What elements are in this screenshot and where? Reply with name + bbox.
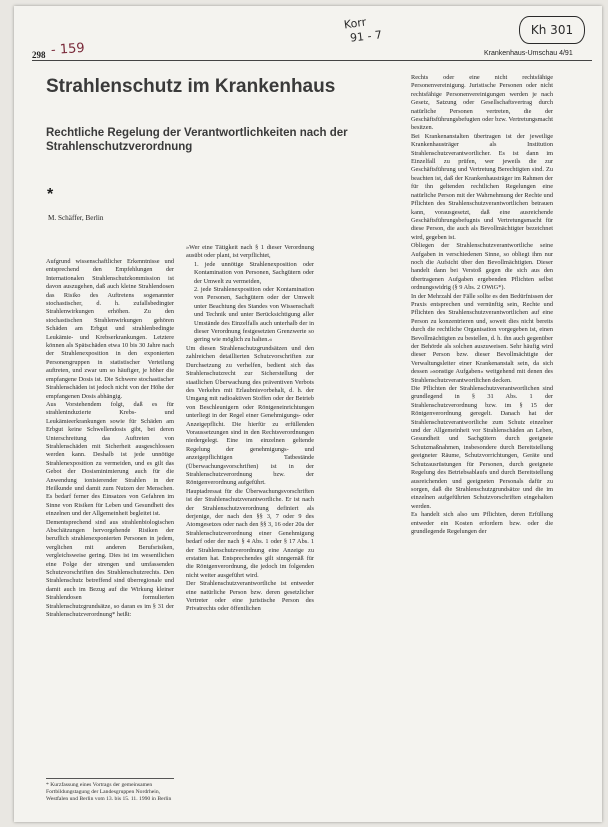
asterisk-mark: *	[47, 186, 54, 203]
handwritten-tag-line2: 91 - 7	[349, 28, 383, 45]
paragraph: Hauptadressat für die Überwachungsvorschriften ist der Strahlenschutzverantwortliche. Er ist nach der Strahlenschutzverordnung definiert als derjenige, der nach den §§ 3, 7 oder 9 des Atomgesetzes oder nach den §§ 3, 16 oder 20a der Strahlenschutzverordnung einer Genehmigung bedarf oder der nach § 4 Abs. 1 oder § 17 Abs. 1 der Strahlenschutzverordnung eine Anzeige zu erstatten hat. Entsprechendes gilt sinngemäß für die Röntgenverordnung, die jedoch im folgenden nicht weiter ausgeführt wird.	[186, 487, 314, 579]
paragraph: Bei Krankenanstalten übertragen ist der jeweilige Krankenhausträger als Institution Strahlenschutzverantwortlicher. Es ist dann im Einzelfall zu prüfen, wer jeweils die zur Geschäftsführung und Vertretung Berechtigten sind. Zu beachten ist, daß der Krankenhausträger im Rahmen der für ihn geltenden rechtlichen Regelungen eine natürliche Person mit der Wahrnehmung der Rechte und Pflichten des Strahlenschutzverantwortlichen betrauen kann, vorausgesetzt, daß eine ausreichende Geschäftsführungsbefugnis und Vertretungsmacht für diese Person, die auch als Bevollmächtigter bezeichnet wird, gegeben ist.	[411, 132, 553, 241]
paragraph: Es handelt sich also um Pflichten, deren Erfüllung entweder ein Kosten erfordern bzw. oder die grundlegende Regelungen der	[411, 511, 553, 535]
paragraph: Um diesen Strahlenschutzgrundsätzen und den zahlreichen detaillierten Schutzvorschriften zur Durchsetzung zu verhelfen, bedient sich das Strahlenschutzrecht zur Sicherstellung der staatlichen Überwachung des präventiven Verbots des Verkehrs mit Erlaubnisvorbehalt, d. h. der Umgang mit radioaktiven Stoffen oder der Betrieb von Beschleunigern oder Röntgeneinrichtungen unterliegt in der Regel einer Genehmigungs- oder Anzeigepflicht. Die hierfür zu erfüllenden Voraussetzungen sind in den Rechtsverordnungen niedergelegt. Eine im einzelnen geltende Regelung der genehmigungs- und anzeigepflichtigen Tatbestände (Überwachungsvorschriften) ist in der Strahlenschutzverordnung bzw. der Röntgenverordnung aufgeführt.	[186, 344, 314, 487]
page-number: 298	[32, 50, 46, 60]
handwritten-note: - 159	[50, 40, 86, 59]
paragraph: Aus Vorstehendem folgt, daß es für strahleninduzierte Krebs- und Leukämieerkrankungen sowie für Schäden am Erbgut keine Schwellendosis gibt, bei deren Unterschreitung das Auftreten von Strahlenschäden mit Sicherheit ausgeschlossen werden kann. Deshalb ist jede unnötige Strahlenexposition zu vermeiden, und es gilt das Gebot der Dosisminimierung auch für die Anwendung ionisierender Strahlen in der Heilkunde und damit zum Nutzen der Menschen. Es bedarf ferner des Einsatzes von Gefahren im Sinne von Risiken für Leben und Gesundheit des einzelnen und der Allgemeinheit begleitet ist.	[46, 400, 174, 518]
stamp-text: Kh 301	[530, 23, 574, 37]
text-column-right	[411, 74, 553, 536]
paragraph: Die Pflichten der Strahlenschutzverantwortlichen sind grundlegend in § 31 Abs. 1 der Strahlenschutzverordnung bzw. im § 15 der Röntgenverordnung geregelt. Danach hat der Strahlenschutzverantwortliche zum Schutz einzelner und der Allgemeinheit vor Strahlenschäden an Leben, Gesundheit und Sachgütern durch geeignete Schutzmaßnahmen, insbesondere durch Bereitstellung geeigneter Räume, Schutzvorrichtungen, Geräte und Schutzausrüstungen für Personen, durch geeignete Regelung des Betriebsablaufs und durch Bereitstellung ausreichenden und geeigneten Personals dafür zu sorgen, daß die Strahlenschutzgrundsätze und die im einzelnen aufgeführten Schutzvorschriften eingehalten werden.	[411, 385, 553, 510]
header-rule	[32, 60, 592, 61]
author-line: M. Schäffer, Berlin	[48, 214, 104, 222]
quote-intro: »Wer eine Tätigkeit nach § 1 dieser Verordnung ausübt oder plant, ist verpflichtet,	[186, 244, 314, 260]
list-item: 1. jede unnötige Strahlenexposition oder Kontamination von Personen, Sachgütern oder der Umwelt zu vermeiden,	[194, 260, 314, 285]
paragraph: Rechts oder eine nicht rechtsfähige Personenvereinigung. Juristische Personen oder nicht rechtsfähige Personenvereinigungen werden je nach Gesetz, Satzung oder Gesellschaftsvertrag durch natürliche Personen vertreten, die der Geschäftsführungsbefugten oder bzw. Vertretungsmacht besitzen.	[411, 74, 553, 132]
paragraph: Der Strahlenschutzverantwortliche ist entweder eine natürliche Person bzw. deren gesetzlicher Vertreter oder eine juristische Person des Privatrechts oder öffentlichen	[186, 580, 314, 613]
paragraph: In der Mehrzahl der Fälle sollte es den Bedürfnissen der Praxis entsprechen und vernünftig sein, Rechte und Pflichten des Strahlenschutzverantwortlichen auf eine Person zu konzentrieren und, soweit dies nicht bereits durch die rechtliche Organisation vorgegeben ist, einen Bevollmächtigten zu bestellen, d. h. ihn auch gegenüber der Behörde als solchen auszuweisen. Sehr häufig wird dieser Person bzw. dieser Bevollmächtigte der Verwaltungsleiter einer Krankenanstalt sein, da sich dessen »sonstige Aufgaben« weitgehend mit denen des Strahlenschutzverantwortlichen decken.	[411, 292, 553, 384]
list-item: 2. jede Strahlenexposition oder Kontamination von Personen, Sachgütern oder der Umwelt unter Beachtung des Standes von Wissenschaft und Technik und unter Berücksichtigung aller Umstände des Einzelfalls auch unterhalb der in dieser Verordnung festgesetzten Grenzwerte so gering wie möglich zu halten.«	[194, 286, 314, 344]
paragraph: Obliegen der Strahlenschutzverantwortliche seine Aufgaben in verschiedenen Sinne, so obliegt ihm nur noch die Aufsicht über den Bevollmächtigten. Dieser handelt dann bei Verstoß gegen die sich aus den übertragenen Aufgaben ergebenden Pflichten selbst ordnungswidrig (§ 9 Abs. 2 OWiG*).	[411, 242, 553, 292]
archive-stamp	[519, 16, 585, 44]
article-title: Strahlenschutz im Krankenhaus	[46, 76, 336, 97]
document-page	[14, 6, 602, 822]
handwritten-tag-line1: Korr	[343, 15, 367, 32]
paragraph: Dementsprechend sind aus strahlenbiologischen Abschätzungen hervorgehende Risiken der beruflich strahlenexponierten Personen in jedem, verglichen mit anderen Berufsrisiken, vergleichsweise gering. Dies ist im wesentlichen eine Folge der strengen und umfassenden Schutzvorschriften des Strahlenschutzrechts. Den Strahlenschutz betreffend sind überregionale und damit auch im Bezug auf die Wirkung kleiner Strahlendosen formulierten Strahlenschutzgrundsätze, so daran es im § 31 der Strahlenschutzverordnung* heißt:	[46, 518, 174, 619]
text-column-middle	[186, 244, 314, 614]
text-column-left	[46, 258, 174, 619]
running-head: Krankenhaus-Umschau 4/91	[484, 50, 573, 57]
article-subtitle: Rechtliche Regelung der Verantwortlichkeiten nach der Strahlenschutzverordnung	[46, 127, 348, 153]
paragraph: Aufgrund wissenschaftlicher Erkenntnisse und entsprechend den Empfehlungen der Internationalen Strahlenschutzkommission ist davon auszugehen, daß auch kleine Strahlendosen das Risiko des Auftretens sogenannter stochastischer, d. h. zufallsbedingter Strahlenwirkungen erhöhen. Zu den stochastischen Strahlenwirkungen gehören Schäden am Erbgut und strahlenbedingte Leukämie- und Krebserkrankungen. Letztere können als Spätschäden etwa 10 bis 30 Jahre nach der Strahlenexposition in den exponierten Personengruppen in statistischer Verteilung auftreten, und zwar um so häufiger, je höher die empfangene Dosis ist. Die Schwere stochastischer Strahlenschäden ist jedoch nicht von der Höhe der empfangenen Dosis abhängig.	[46, 258, 174, 400]
footnote: * Kurzfassung eines Vortrags der gemeinsamen Fortbildungstagung der Landesgruppen Nordrhein, Westfalen und Berlin vom 13. bis 15. 11. 1990 in Berlin	[46, 778, 174, 803]
